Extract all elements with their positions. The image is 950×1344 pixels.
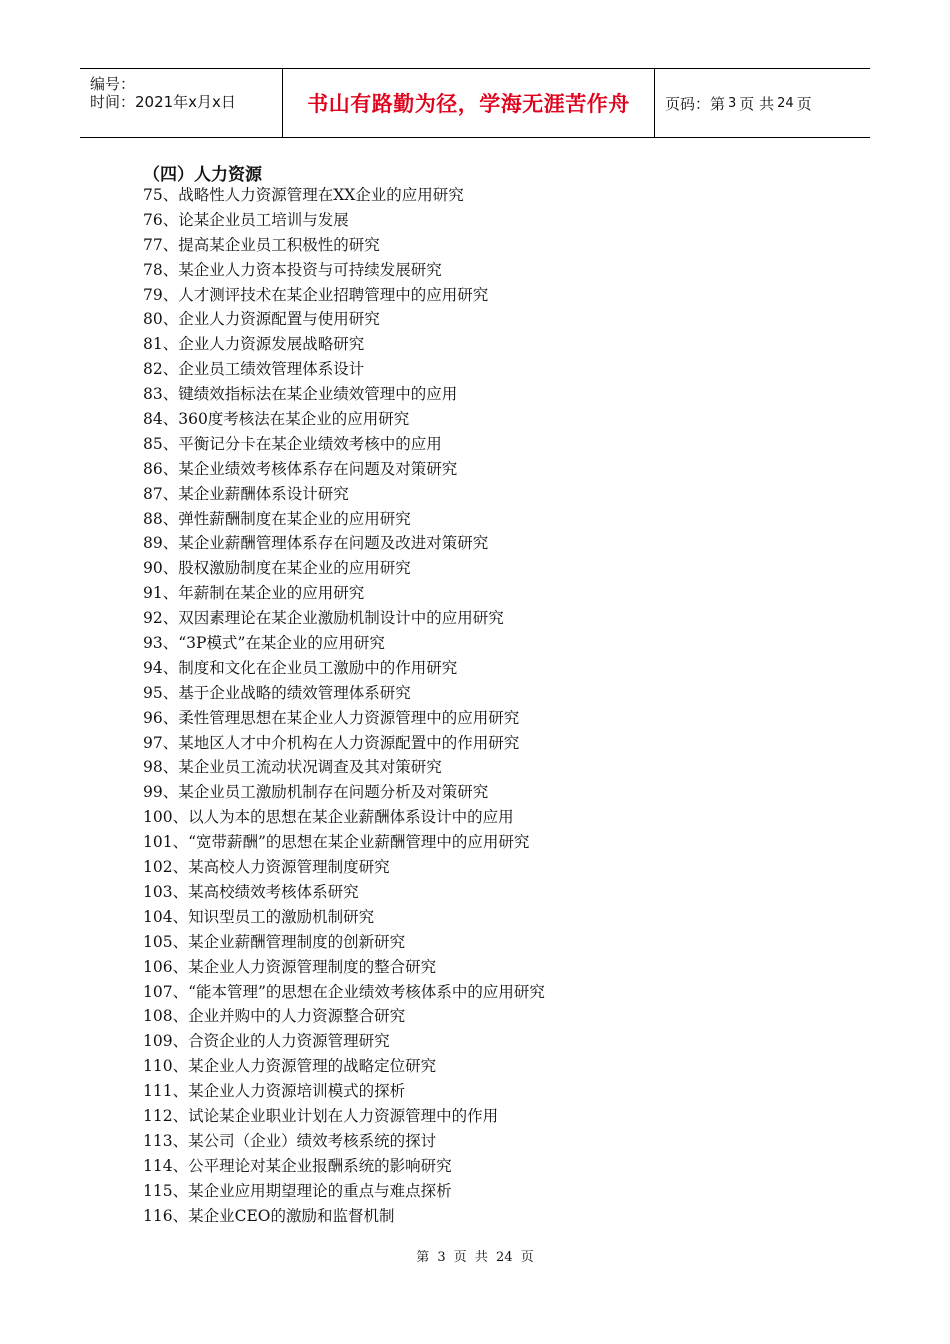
topic-item: 103、某高校绩效考核体系研究	[143, 882, 359, 901]
topic-item: 75、战略性人力资源管理在XX企业的应用研究	[143, 186, 464, 204]
topic-item: 96、柔性管理思想在某企业人力资源管理中的应用研究	[143, 708, 520, 727]
topic-item: 100、以人为本的思想在某企业薪酬体系设计中的应用	[143, 808, 514, 827]
topic-item: 76、论某企业员工培训与发展	[143, 210, 349, 229]
topic-item: 84、360度考核法在某企业的应用研究	[143, 410, 410, 429]
topic-item: 90、股权激励制度在某企业的应用研究	[143, 559, 411, 578]
topic-item: 98、某企业员工流动状况调查及其对策研究	[143, 758, 442, 777]
page-current: 3	[728, 95, 737, 111]
topic-item: 110、某企业人力资源管理的战略定位研究	[143, 1057, 437, 1076]
topic-item: 83、键绩效指标法在某企业绩效管理中的应用	[143, 385, 458, 404]
motto-text: 书山有路勤为径，学海无涯苦作舟	[307, 92, 630, 116]
topic-item: 105、某企业薪酬管理制度的创新研究	[143, 932, 406, 951]
topic-item: 85、平衡记分卡在某企业绩效考核中的应用	[143, 434, 442, 453]
topic-item: 95、基于企业战略的绩效管理体系研究	[143, 683, 411, 702]
header-page-cell	[655, 69, 870, 137]
topic-item: 107、“能本管理”的思想在企业绩效考核体系中的应用研究	[143, 982, 545, 1001]
topic-item: 87、某企业薪酬体系设计研究	[143, 484, 349, 503]
topic-item: 115、某企业应用期望理论的重点与难点探析	[143, 1181, 452, 1200]
page-prefix: 页码：第	[665, 94, 726, 113]
topic-item: 88、弹性薪酬制度在某企业的应用研究	[143, 509, 411, 528]
topic-item: 101、“宽带薪酬”的思想在某企业薪酬管理中的应用研究	[143, 833, 530, 852]
topic-item: 111、某企业人力资源培训模式的探析	[143, 1082, 406, 1101]
topic-item: 112、试论某企业职业计划在人力资源管理中的作用	[143, 1106, 499, 1125]
topic-item: 113、某公司（企业）绩效考核系统的探讨	[143, 1131, 437, 1150]
topic-item: 94、制度和文化在企业员工激励中的作用研究	[143, 658, 458, 677]
topic-item: 89、某企业薪酬管理体系存在问题及改进对策研究	[143, 534, 489, 553]
page-mid: 页 共	[739, 94, 775, 113]
topic-item: 82、企业员工绩效管理体系设计	[143, 360, 365, 379]
topic-item: 108、企业并购中的人力资源整合研究	[143, 1007, 406, 1026]
topic-item: 106、某企业人力资源管理制度的整合研究	[143, 957, 437, 976]
page-footer: 第 3 页 共 24 页	[416, 1250, 534, 1265]
topic-item: 78、某企业人力资本投资与可持续发展研究	[143, 260, 442, 279]
topic-item: 97、某地区人才中介机构在人力资源配置中的作用研究	[143, 733, 520, 752]
topic-item: 99、某企业员工激励机制存在问题分析及对策研究	[143, 783, 489, 802]
topic-item: 109、合资企业的人力资源管理研究	[143, 1032, 390, 1051]
header-meta-cell	[80, 69, 283, 137]
topic-item: 116、某企业CEO的激励和监督机制	[143, 1206, 395, 1225]
topic-item: 80、企业人力资源配置与使用研究	[143, 310, 380, 329]
topic-item: 79、人才测评技术在某企业招聘管理中的应用研究	[143, 285, 489, 304]
topic-item: 91、年薪制在某企业的应用研究	[143, 584, 365, 603]
topic-item: 104、知识型员工的激励机制研究	[143, 907, 375, 926]
topic-item: 102、某高校人力资源管理制度研究	[143, 858, 390, 877]
topic-item: 77、提高某企业员工积极性的研究	[143, 235, 380, 254]
header-motto-cell	[283, 69, 655, 137]
topic-item: 114、公平理论对某企业报酬系统的影响研究	[143, 1156, 452, 1175]
section-title: （四）人力资源	[143, 165, 262, 185]
serial-label: 编号：	[90, 75, 136, 93]
topic-list	[143, 183, 545, 1228]
time-label: 时间：2021年x月x日	[90, 93, 236, 111]
topic-item: 92、双因素理论在某企业激励机制设计中的应用研究	[143, 609, 504, 628]
topic-item: 81、企业人力资源发展战略研究	[143, 335, 365, 354]
page-total: 24	[777, 95, 794, 111]
page-suffix: 页	[796, 94, 812, 113]
topic-item: 93、“3P模式”在某企业的应用研究	[143, 634, 385, 653]
topic-item: 86、某企业绩效考核体系存在问题及对策研究	[143, 459, 458, 478]
page-header	[80, 68, 870, 138]
